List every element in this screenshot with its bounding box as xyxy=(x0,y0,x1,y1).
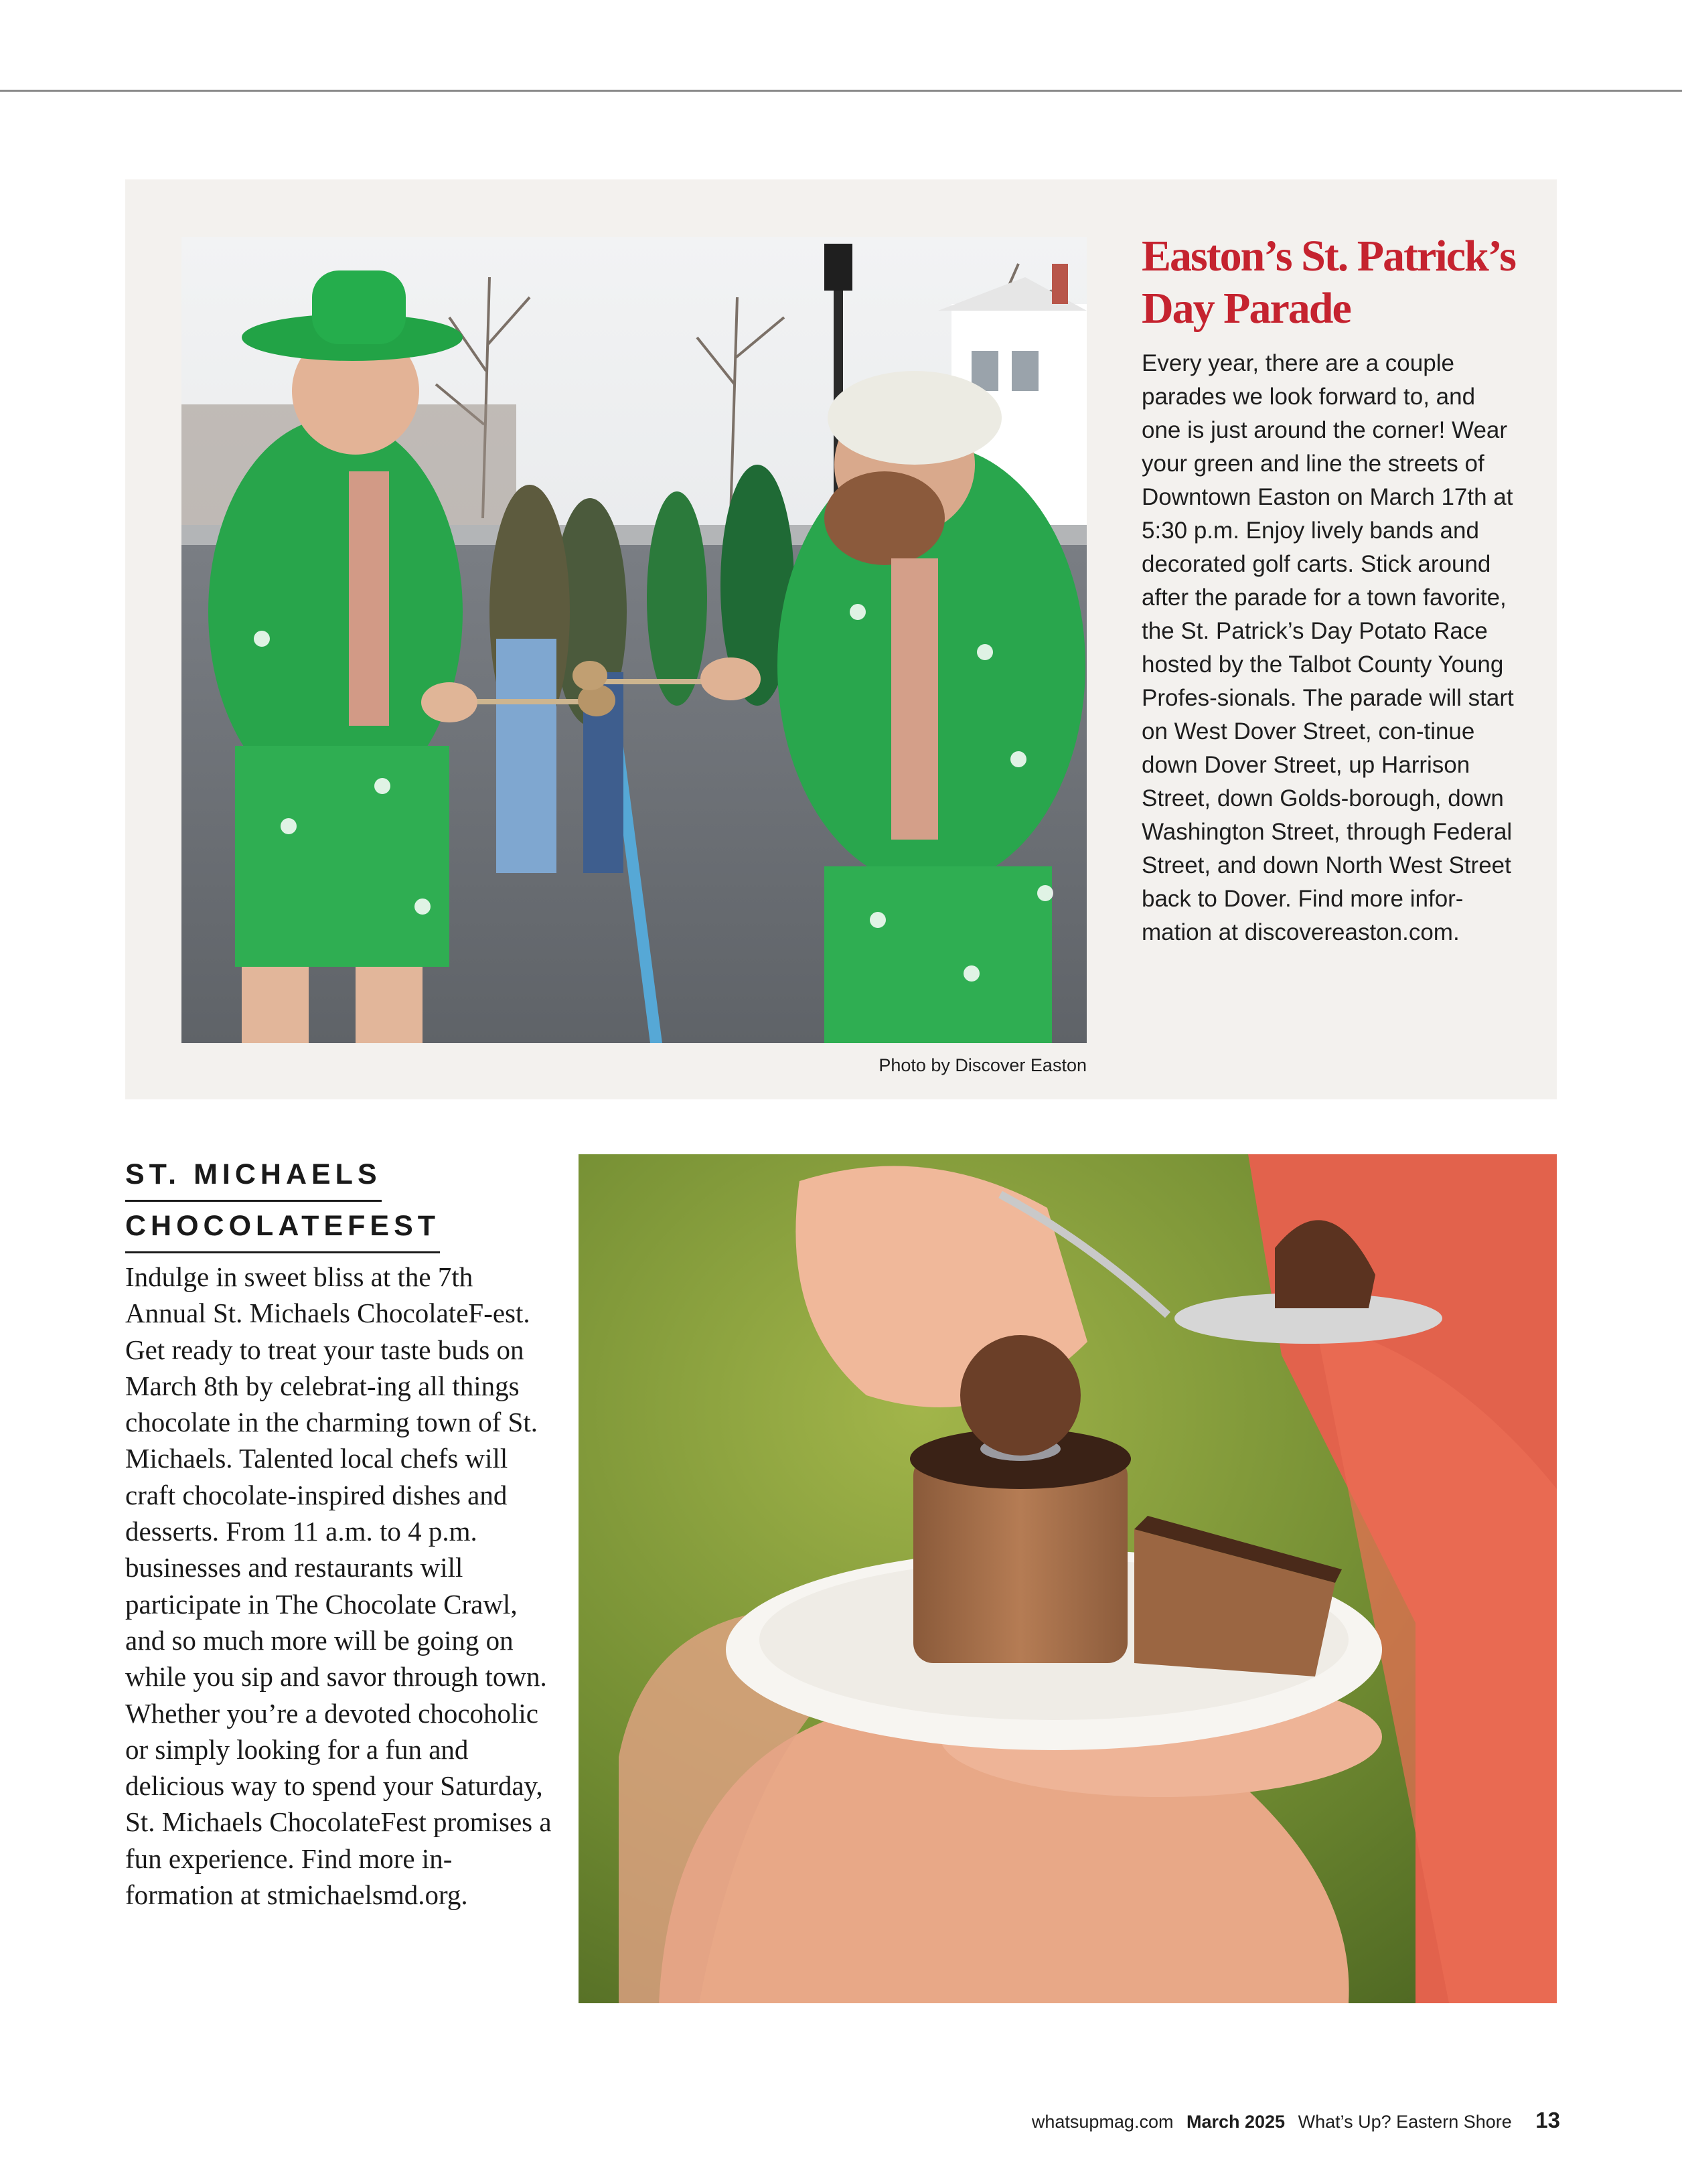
parade-body-text: Every year, there are a couple parades we look forward to, and one is just around the corner! Wear your green and line the streets of Downtown Easton on March 17th at 5:30 p.m. Enjoy lively bands and decorated golf carts. Stick around after the parade for a town favorite, the St. Patrick’s Day Potato Race hosted by the Talbot County Young Profes-sionals. The parade will start on West Dover Street, con-tinue down Dover Street, up Harrison Street, down Golds-borough, down Washington Street, through Federal Street, and down North West Street back to Dover. Find more infor-mation at discovereaston.com. xyxy=(1142,350,1514,945)
chocolate-dessert-photo xyxy=(579,1154,1557,2003)
header-rule xyxy=(0,90,1682,92)
parade-photo xyxy=(181,237,1087,1043)
chocolatefest-heading-line2: CHOCOLATEFEST xyxy=(125,1202,440,1253)
parade-headline: Easton’s St. Patrick’s Day Parade xyxy=(1142,232,1515,333)
footer-website: whatsupmag.com xyxy=(1031,2112,1174,2132)
footer-issue-date: March 2025 xyxy=(1186,2112,1286,2132)
page-footer xyxy=(1032,2108,1560,2133)
chocolatefest-heading-line1: ST. MICHAELS xyxy=(125,1150,382,1202)
footer-magazine-name: What’s Up? Eastern Shore xyxy=(1298,2112,1512,2132)
chocolatefest-body-text: Indulge in sweet bliss at the 7th Annual St. Michaels ChocolateF-est. Get ready to treat your taste buds on March 8th by celebrat-ing all things chocolate in the charming town of St. Michaels. Talented local chefs will craft chocolate-inspired dishes and desserts. From 11 a.m. to 4 p.m. businesses and restaurants will participate in The Chocolate Crawl, and so much more will be going on while you sip and savor through town. Whether you’re a devoted chocoholic or simply looking for a fun and delicious way to spend your Saturday, St. Michaels ChocolateFest promises a fun experience. Find more in-formation at stmichaelsmd.org. xyxy=(125,1261,552,1911)
photo-credit: Photo by Discover Easton xyxy=(878,1055,1087,1075)
chocolatefest-heading xyxy=(125,1150,473,1253)
page-number: 13 xyxy=(1535,2108,1560,2132)
